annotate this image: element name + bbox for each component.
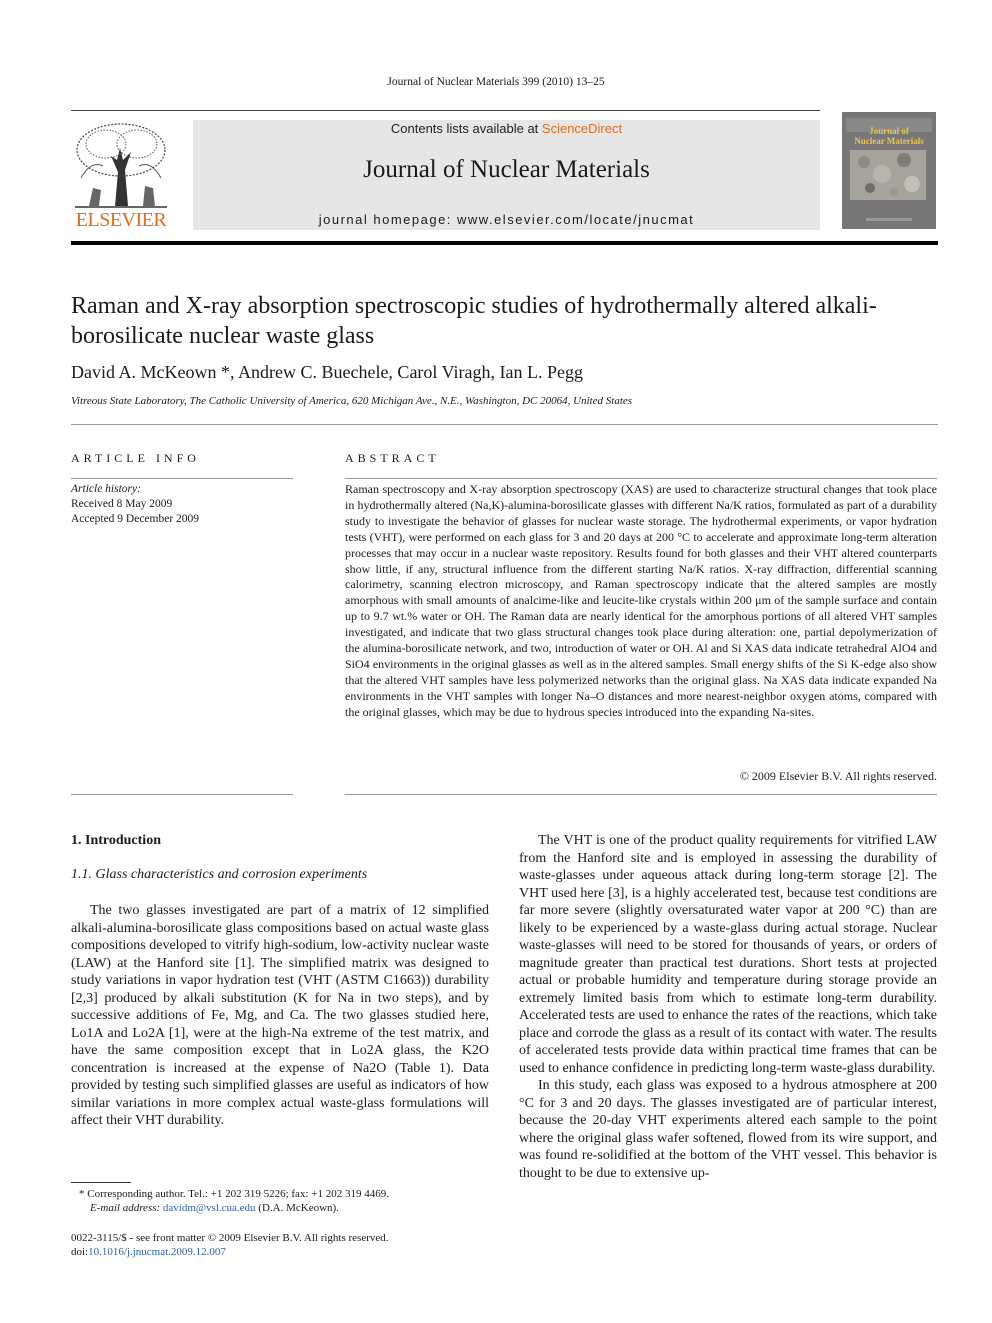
elsevier-logo[interactable] — [71, 120, 171, 232]
email-link[interactable]: davidm@vsl.cua.edu — [162, 1202, 256, 1214]
abstract-bottom-rule — [345, 794, 937, 795]
article-history — [71, 482, 199, 527]
issn-line: 0022-3115/$ - see front matter © 2009 Elsevier B.V. All rights reserved. — [71, 1232, 389, 1244]
header-rule — [71, 110, 820, 111]
article-affiliation: Vitreous State Laboratory, The Catholic University of America, 620 Michigan Ave., N.E., Washington, DC 20064, United States — [71, 395, 633, 407]
email-line — [79, 1201, 499, 1215]
footnote-rule — [71, 1182, 131, 1183]
article-info-rule — [71, 478, 293, 479]
running-head: Journal of Nuclear Materials 399 (2010) 13–25 — [387, 76, 605, 88]
article-info-bottom-rule — [71, 794, 293, 795]
vht-paragraph: The VHT is one of the product quality requirements for vitrified LAW from the Hanford site and is employed in assessing the durability of waste-glasses under aqueous attack during long-term storage [2]. The VHT used here [3], is a highly accelerated test, because test conditions are far more severe (slightly oversaturated water vapor at 200 °C) than are likely to be experienced by a waste-glass during actual storage. Nuclear waste-glasses will need to be stored for thousands of years, or orders of magnitude greater than practical test durations. Short tests at projected actual or probable humidity and temperature during storage provide an extremely limited basis from which to estimate long-term durability. Accelerated tests are used to enhance the rates of the reactions, which take place and corrode the glass as a result of its contact with water. The results of accelerated tests provide data within practical time frames that can be used to enhance confidence in predicting long-term waste-glass durability. — [519, 833, 937, 1076]
received-date: Received 8 May 2009 — [71, 498, 173, 510]
doi-line — [71, 1245, 511, 1259]
corresponding-author: * Corresponding author. Tel.: +1 202 319 5226; fax: +1 202 319 4469. — [79, 1188, 389, 1200]
elsevier-wordmark: ELSEVIER — [75, 209, 167, 231]
cover-title — [842, 126, 936, 146]
journal-cover[interactable] — [842, 112, 936, 229]
article-info-heading: ARTICLE INFO — [71, 451, 200, 465]
cover-title-line2: Nuclear Materials — [854, 136, 924, 146]
abstract-heading: ABSTRACT — [345, 451, 440, 465]
cover-title-line1: Journal of — [869, 126, 909, 136]
article-authors: David A. McKeown *, Andrew C. Buechele, Carol Viragh, Ian L. Pegg — [71, 362, 583, 382]
email-label: E-mail address: — [90, 1202, 161, 1214]
title-divider — [71, 424, 938, 425]
sciencedirect-link[interactable]: ScienceDirect — [541, 121, 623, 136]
accepted-date: Accepted 9 December 2009 — [71, 513, 200, 525]
article-title: Raman and X-ray absorption spectroscopic studies of hydrothermally altered alkali-borosilicate nuclear waste glass — [71, 293, 877, 349]
doi-label: doi: — [71, 1246, 89, 1258]
doi-link[interactable]: 10.1016/j.jnucmat.2009.12.007 — [88, 1246, 226, 1258]
email-name: (D.A. McKeown). — [258, 1202, 339, 1214]
journal-banner — [193, 120, 820, 230]
footnote — [79, 1187, 499, 1215]
abstract-copyright: © 2009 Elsevier B.V. All rights reserved. — [739, 769, 937, 783]
intro-paragraph: The two glasses investigated are part of a matrix of 12 simplified alkali-alumina-borosilicate glass compositions based on actual waste glass compositions developed to vitrify high-sodium, low-activity nuclear waste (LAW) at the Hanford site [1]. The simplified matrix was designed to study variations in vapor hydration test (VHT (ASTM C1663)) durability [2,3] produced by alkali substitution (K for Na in two steps), and by successive additions of Fe, Mg, and Ca. The two glasses studied here, Lo1A and Lo2A [1], were at the high-Na extreme of the test matrix, and have the same composition except that in Lo2A glass, the K2O concentration is increased at the expense of Na2O (Table 1). Data provided by testing such simplified glasses are useful as indicators of how similar variations in more complex actual waste-glass formulations will affect their VHT durability. — [71, 903, 489, 1128]
study-paragraph: In this study, each glass was exposed to a hydrous atmosphere at 200 °C for 3 and 20 days. The glasses investigated are of particular interest, because the 20-day VHT experiments altered each sample to the point where the original glass wafer softened, flowed from its wire support, and was found re-solidified at the bottom of the VHT vessel. This behavior is thought to be due to extensive up- — [519, 1078, 937, 1181]
abstract-rule — [345, 478, 937, 479]
header-thick-rule — [71, 241, 938, 245]
contents-prefix: Contents lists available at — [390, 121, 542, 136]
right-column — [519, 832, 937, 1182]
left-column — [71, 902, 489, 1130]
abstract-text: Raman spectroscopy and X-ray absorption spectroscopy (XAS) are used to characterize structural changes that took place in hydrothermally altered (Na,K)-alumina-borosilicate glasses with different Na/K ratios, formulated as part of a durability study to investigate the behavior of glasses for nuclear waste storage. The hydrothermal experiments, or vapor hydration tests (VHT), were performed on each glass for 3 and 20 days at 200 °C to accelerate and approximate long-term alteration processes that may occur in a nuclear waste repository. Results found for both glasses and their VHT altered counterparts show little, if any, structural influence from the different starting Na/K ratios. X-ray diffraction, differential scanning calorimetry, scanning electron microscopy, and Raman spectroscopy indicate that the altered samples are mostly amorphous with small amounts of analcime-like and leucite-like crystals within 200 μm of the sample surface and contain up to 9.7 wt.% water or OH. The Raman data are nearly identical for the amorphous portions of all altered VHT samples investigated, and indicate that two glass structural changes took place during alteration: one, partial depolymerization of the alumina-borosilicate network, and two, introduction of water or OH. Al and Si XAS data indicate tetrahedral AlO4 and SiO4 environments in the original glasses as well as in the altered samples. Small energy shifts of the Si K-edge also show that the altered VHT samples have less polymerized networks than the original glass. Na XAS data indicate expanded Na environments in the VHT samples with longer Na–O distances and more nearest-neighbor oxygen atoms, compared with the original glasses, which may be due to hydrous species introduced into the expanding Na-sites. — [345, 482, 937, 719]
journal-homepage[interactable]: journal homepage: www.elsevier.com/locate/jnucmat — [318, 212, 695, 227]
section-introduction: 1. Introduction — [71, 833, 161, 848]
front-matter — [71, 1231, 511, 1259]
subsection-glass-characteristics: 1.1. Glass characteristics and corrosion experiments — [71, 867, 368, 882]
contents-line — [193, 121, 820, 136]
journal-title: Journal of Nuclear Materials — [363, 156, 650, 183]
history-label: Article history: — [71, 483, 141, 495]
